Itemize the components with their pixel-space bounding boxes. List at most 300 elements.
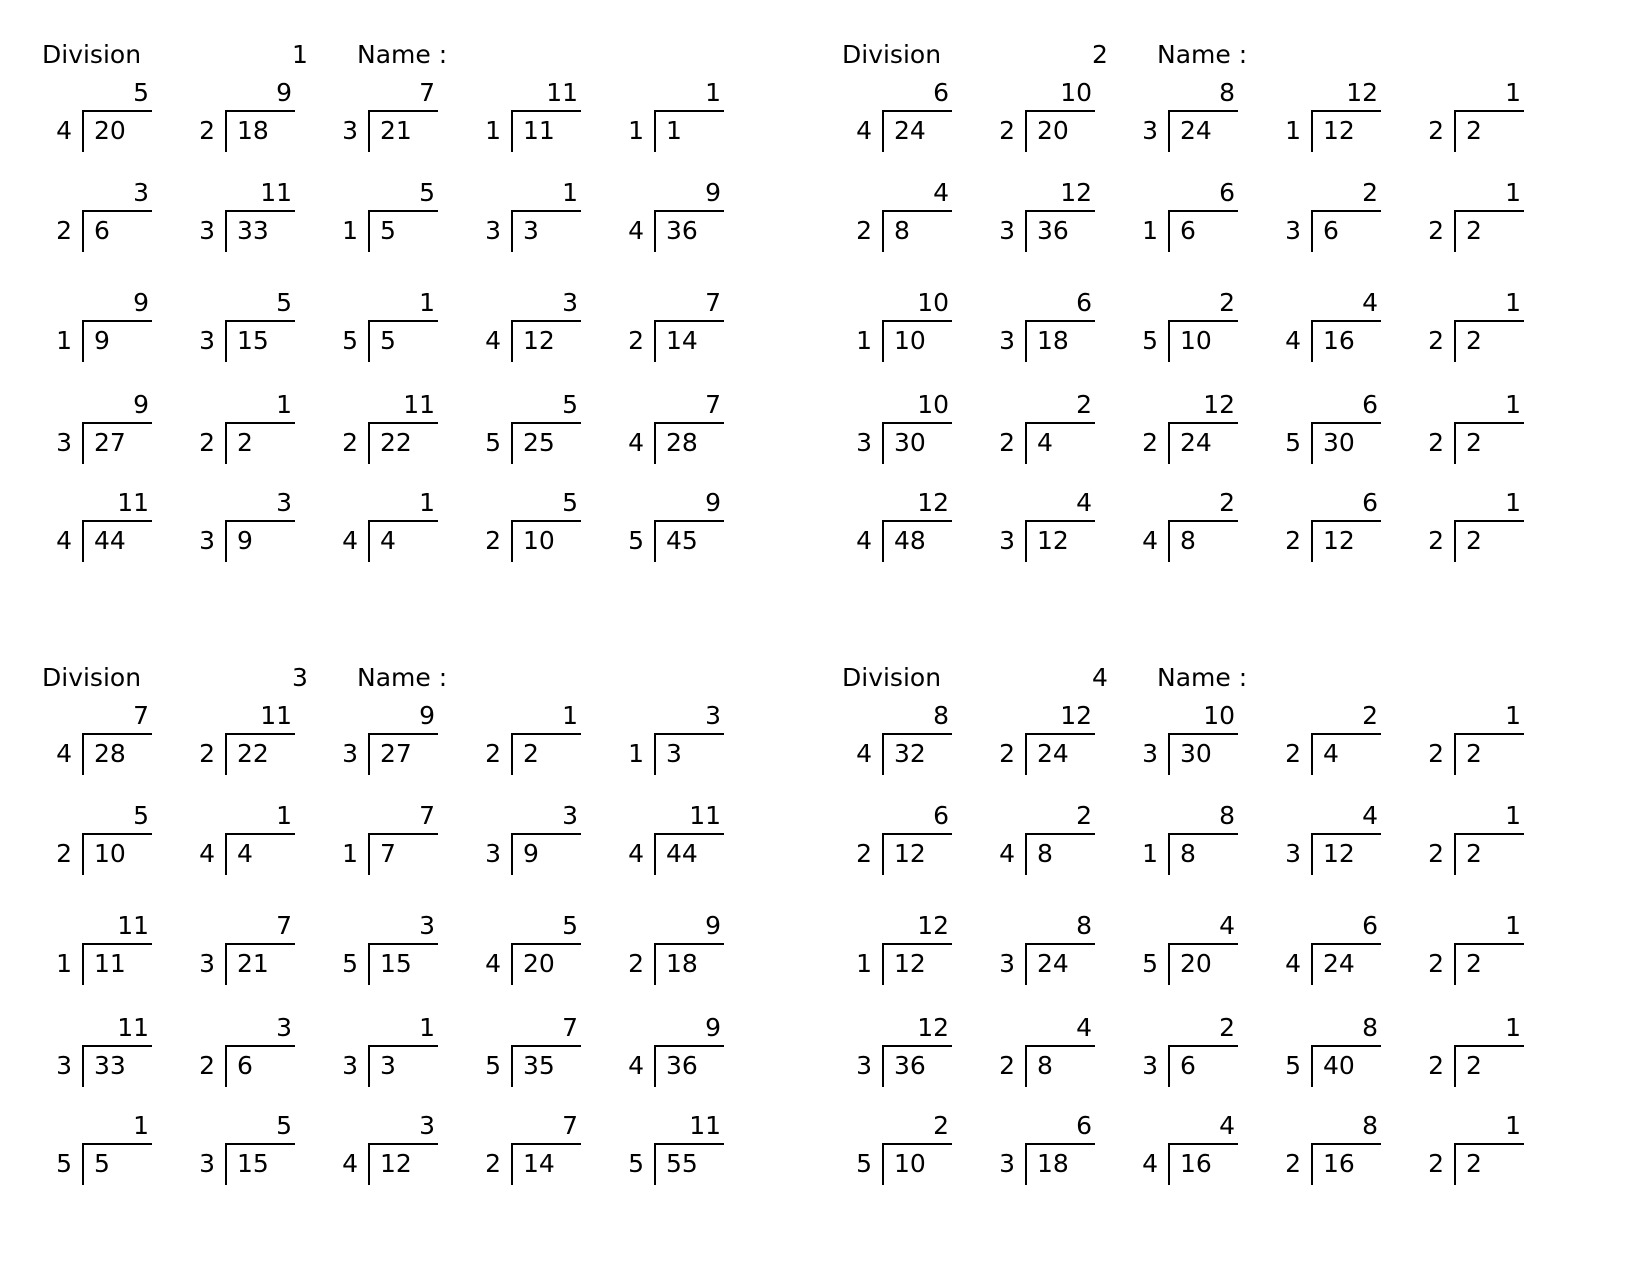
divisor: 5: [56, 1149, 72, 1178]
quotient: 6: [1076, 288, 1092, 317]
dividend: 24: [1180, 116, 1212, 145]
worksheet-section: [42, 40, 802, 600]
division-problem: [42, 801, 152, 885]
quotient: 10: [917, 288, 949, 317]
quotient: 12: [1203, 390, 1235, 419]
quotient: 12: [1346, 78, 1378, 107]
divisor: 3: [1142, 739, 1158, 768]
dividend: 7: [380, 839, 396, 868]
division-problem: [328, 1111, 438, 1195]
divisor: 4: [485, 949, 501, 978]
divisor: 2: [1428, 216, 1444, 245]
name-label: Name :: [1157, 40, 1248, 69]
quotient: 4: [1362, 288, 1378, 317]
quotient: 3: [276, 488, 292, 517]
name-label: Name :: [1157, 663, 1248, 692]
division-problem: [842, 801, 952, 885]
dividend: 27: [380, 739, 412, 768]
division-problem: [42, 178, 152, 262]
dividend: 22: [237, 739, 269, 768]
dividend: 2: [1466, 739, 1482, 768]
division-problem: [1271, 1111, 1381, 1195]
division-problem: [471, 78, 581, 162]
division-problem: [985, 701, 1095, 785]
dividend: 14: [523, 1149, 555, 1178]
division-bracket: [1454, 320, 1524, 362]
divisor: 4: [628, 216, 644, 245]
division-problem: [42, 488, 152, 572]
dividend: 16: [1323, 1149, 1355, 1178]
dividend: 22: [380, 428, 412, 457]
division-bracket: [368, 320, 438, 362]
division-problem: [985, 801, 1095, 885]
division-problem: [1271, 911, 1381, 995]
division-problem: [1271, 488, 1381, 572]
dividend: 36: [1037, 216, 1069, 245]
dividend: 33: [237, 216, 269, 245]
divisor: 3: [1142, 1051, 1158, 1080]
quotient: 2: [1219, 488, 1235, 517]
quotient: 2: [1362, 701, 1378, 730]
quotient: 1: [1505, 1013, 1521, 1042]
dividend: 30: [1323, 428, 1355, 457]
dividend: 35: [523, 1051, 555, 1080]
divisor: 2: [1285, 739, 1301, 768]
division-bracket: [1454, 110, 1524, 152]
dividend: 9: [94, 326, 110, 355]
dividend: 12: [380, 1149, 412, 1178]
divisor: 3: [342, 116, 358, 145]
quotient: 6: [1362, 390, 1378, 419]
dividend: 24: [1037, 739, 1069, 768]
dividend: 18: [237, 116, 269, 145]
quotient: 2: [1362, 178, 1378, 207]
quotient: 4: [1362, 801, 1378, 830]
division-bracket: [368, 1045, 438, 1087]
quotient: 6: [1076, 1111, 1092, 1140]
division-problem: [1414, 1013, 1524, 1097]
dividend: 11: [94, 949, 126, 978]
division-bracket: [225, 422, 295, 464]
quotient: 5: [133, 78, 149, 107]
division-problem: [614, 1013, 724, 1097]
dividend: 8: [1180, 839, 1196, 868]
divisor: 5: [628, 526, 644, 555]
dividend: 20: [1180, 949, 1212, 978]
divisor: 4: [856, 526, 872, 555]
division-problem: [614, 911, 724, 995]
quotient: 4: [1219, 911, 1235, 940]
divisor: 1: [856, 326, 872, 355]
divisor: 2: [56, 216, 72, 245]
quotient: 8: [1362, 1111, 1378, 1140]
dividend: 6: [237, 1051, 253, 1080]
division-bracket: [1454, 1143, 1524, 1185]
divisor: 2: [1285, 526, 1301, 555]
division-problem: [185, 911, 295, 995]
division-bracket: [1454, 210, 1524, 252]
divisor: 2: [1428, 116, 1444, 145]
division-problem: [985, 78, 1095, 162]
divisor: 5: [1285, 1051, 1301, 1080]
division-bracket: [368, 520, 438, 562]
quotient: 9: [419, 701, 435, 730]
quotient: 4: [1076, 1013, 1092, 1042]
division-problem: [842, 701, 952, 785]
dividend: 20: [94, 116, 126, 145]
division-bracket: [511, 833, 581, 875]
quotient: 6: [933, 801, 949, 830]
divisor: 3: [485, 216, 501, 245]
dividend: 10: [523, 526, 555, 555]
dividend: 2: [1466, 216, 1482, 245]
divisor: 3: [342, 739, 358, 768]
dividend: 2: [1466, 1149, 1482, 1178]
quotient: 12: [917, 911, 949, 940]
dividend: 18: [1037, 326, 1069, 355]
quotient: 4: [1076, 488, 1092, 517]
divisor: 2: [1428, 326, 1444, 355]
quotient: 11: [117, 488, 149, 517]
division-problem: [1128, 488, 1238, 572]
dividend: 5: [380, 216, 396, 245]
divisor: 3: [485, 839, 501, 868]
quotient: 3: [276, 1013, 292, 1042]
division-problem: [1128, 288, 1238, 372]
quotient: 1: [705, 78, 721, 107]
quotient: 11: [260, 701, 292, 730]
division-problem: [1414, 288, 1524, 372]
dividend: 15: [237, 1149, 269, 1178]
dividend: 15: [380, 949, 412, 978]
divisor: 2: [999, 428, 1015, 457]
quotient: 7: [133, 701, 149, 730]
quotient: 12: [1060, 178, 1092, 207]
name-label: Name :: [357, 663, 448, 692]
dividend: 2: [1466, 1051, 1482, 1080]
division-bracket: [1168, 1045, 1238, 1087]
dividend: 28: [666, 428, 698, 457]
division-problem: [614, 801, 724, 885]
divisor: 2: [856, 216, 872, 245]
quotient: 11: [403, 390, 435, 419]
divisor: 3: [999, 216, 1015, 245]
dividend: 4: [1323, 739, 1339, 768]
quotient: 1: [1505, 488, 1521, 517]
divisor: 4: [56, 739, 72, 768]
quotient: 1: [276, 801, 292, 830]
divisor: 3: [1285, 839, 1301, 868]
divisor: 2: [999, 739, 1015, 768]
divisor: 1: [485, 116, 501, 145]
problem-grid: [842, 663, 1602, 1223]
division-problem: [1271, 178, 1381, 262]
quotient: 3: [133, 178, 149, 207]
division-problem: [1414, 488, 1524, 572]
dividend: 3: [666, 739, 682, 768]
dividend: 24: [1323, 949, 1355, 978]
dividend: 8: [1037, 1051, 1053, 1080]
quotient: 12: [917, 1013, 949, 1042]
divisor: 4: [342, 526, 358, 555]
division-bracket: [82, 210, 152, 252]
division-problem: [1128, 390, 1238, 474]
division-problem: [328, 801, 438, 885]
quotient: 12: [1060, 701, 1092, 730]
quotient: 12: [917, 488, 949, 517]
division-problem: [1414, 1111, 1524, 1195]
quotient: 1: [276, 390, 292, 419]
section-number: 2: [1092, 40, 1108, 69]
quotient: 4: [1219, 1111, 1235, 1140]
division-problem: [185, 801, 295, 885]
division-problem: [42, 288, 152, 372]
quotient: 5: [562, 390, 578, 419]
quotient: 2: [1076, 801, 1092, 830]
divisor: 2: [999, 116, 1015, 145]
division-problem: [471, 1111, 581, 1195]
dividend: 33: [94, 1051, 126, 1080]
divisor: 2: [1428, 526, 1444, 555]
worksheet-section: [842, 40, 1602, 600]
divisor: 1: [628, 739, 644, 768]
divisor: 2: [485, 1149, 501, 1178]
quotient: 10: [1203, 701, 1235, 730]
division-problem: [185, 78, 295, 162]
division-problem: [985, 911, 1095, 995]
division-problem: [985, 1013, 1095, 1097]
division-problem: [1271, 78, 1381, 162]
divisor: 2: [628, 326, 644, 355]
quotient: 7: [705, 390, 721, 419]
quotient: 2: [1219, 1013, 1235, 1042]
dividend: 21: [380, 116, 412, 145]
division-problem: [185, 1013, 295, 1097]
division-problem: [1414, 701, 1524, 785]
division-problem: [185, 488, 295, 572]
division-bracket: [1454, 422, 1524, 464]
quotient: 11: [117, 911, 149, 940]
divisor: 4: [856, 739, 872, 768]
dividend: 2: [1466, 526, 1482, 555]
division-problem: [328, 488, 438, 572]
dividend: 8: [894, 216, 910, 245]
dividend: 15: [237, 326, 269, 355]
division-problem: [471, 488, 581, 572]
divisor: 3: [342, 1051, 358, 1080]
division-problem: [328, 390, 438, 474]
dividend: 9: [237, 526, 253, 555]
division-problem: [614, 701, 724, 785]
dividend: 30: [1180, 739, 1212, 768]
division-bracket: [1454, 833, 1524, 875]
dividend: 45: [666, 526, 698, 555]
quotient: 1: [1505, 701, 1521, 730]
dividend: 24: [1037, 949, 1069, 978]
division-bracket: [882, 210, 952, 252]
quotient: 3: [419, 1111, 435, 1140]
divisor: 2: [1428, 739, 1444, 768]
divisor: 1: [342, 216, 358, 245]
divisor: 4: [628, 428, 644, 457]
quotient: 8: [933, 701, 949, 730]
dividend: 40: [1323, 1051, 1355, 1080]
division-problem: [985, 1111, 1095, 1195]
dividend: 30: [894, 428, 926, 457]
dividend: 18: [666, 949, 698, 978]
dividend: 55: [666, 1149, 698, 1178]
division-bracket: [1311, 733, 1381, 775]
dividend: 16: [1323, 326, 1355, 355]
dividend: 2: [1466, 116, 1482, 145]
dividend: 44: [666, 839, 698, 868]
division-problem: [185, 1111, 295, 1195]
dividend: 18: [1037, 1149, 1069, 1178]
dividend: 24: [1180, 428, 1212, 457]
division-problem: [471, 288, 581, 372]
quotient: 5: [562, 911, 578, 940]
division-problem: [985, 488, 1095, 572]
divisor: 2: [342, 428, 358, 457]
division-problem: [42, 78, 152, 162]
quotient: 9: [133, 390, 149, 419]
divisor: 4: [342, 1149, 358, 1178]
division-bracket: [82, 320, 152, 362]
division-problem: [1271, 801, 1381, 885]
quotient: 9: [133, 288, 149, 317]
quotient: 5: [419, 178, 435, 207]
divisor: 5: [1142, 326, 1158, 355]
division-problem: [328, 911, 438, 995]
quotient: 1: [419, 1013, 435, 1042]
division-problem: [471, 911, 581, 995]
dividend: 25: [523, 428, 555, 457]
quotient: 7: [705, 288, 721, 317]
quotient: 1: [1505, 288, 1521, 317]
division-problem: [1271, 701, 1381, 785]
division-problem: [1271, 390, 1381, 474]
division-problem: [842, 911, 952, 995]
quotient: 3: [562, 288, 578, 317]
quotient: 2: [1219, 288, 1235, 317]
quotient: 8: [1362, 1013, 1378, 1042]
divisor: 3: [199, 949, 215, 978]
divisor: 5: [1285, 428, 1301, 457]
quotient: 7: [276, 911, 292, 940]
problem-grid: [842, 40, 1602, 600]
worksheet-section: [842, 663, 1602, 1223]
quotient: 2: [1076, 390, 1092, 419]
division-problem: [842, 1013, 952, 1097]
dividend: 6: [1180, 1051, 1196, 1080]
dividend: 28: [94, 739, 126, 768]
quotient: 7: [562, 1111, 578, 1140]
dividend: 8: [1037, 839, 1053, 868]
quotient: 1: [1505, 1111, 1521, 1140]
divisor: 3: [999, 526, 1015, 555]
problem-grid: [42, 40, 802, 600]
quotient: 1: [562, 178, 578, 207]
dividend: 36: [666, 1051, 698, 1080]
divisor: 5: [628, 1149, 644, 1178]
division-bracket: [82, 1143, 152, 1185]
divisor: 2: [1428, 949, 1444, 978]
division-bracket: [368, 833, 438, 875]
division-problem: [842, 288, 952, 372]
quotient: 4: [933, 178, 949, 207]
quotient: 5: [276, 1111, 292, 1140]
divisor: 5: [342, 949, 358, 978]
division-problem: [1128, 78, 1238, 162]
divisor: 3: [1142, 116, 1158, 145]
division-problem: [328, 78, 438, 162]
divisor: 2: [628, 949, 644, 978]
division-problem: [185, 288, 295, 372]
dividend: 6: [1323, 216, 1339, 245]
dividend: 21: [237, 949, 269, 978]
section-title: Division: [842, 663, 942, 692]
quotient: 1: [419, 288, 435, 317]
dividend: 4: [1037, 428, 1053, 457]
quotient: 1: [1505, 178, 1521, 207]
division-problem: [985, 390, 1095, 474]
quotient: 8: [1076, 911, 1092, 940]
divisor: 3: [199, 526, 215, 555]
division-bracket: [1311, 210, 1381, 252]
division-problem: [1128, 1013, 1238, 1097]
divisor: 1: [342, 839, 358, 868]
division-problem: [614, 78, 724, 162]
divisor: 4: [1142, 1149, 1158, 1178]
dividend: 2: [1466, 326, 1482, 355]
divisor: 4: [1142, 526, 1158, 555]
divisor: 3: [199, 1149, 215, 1178]
quotient: 2: [933, 1111, 949, 1140]
division-problem: [1414, 78, 1524, 162]
division-bracket: [1454, 1045, 1524, 1087]
division-problem: [328, 701, 438, 785]
divisor: 2: [56, 839, 72, 868]
quotient: 6: [1362, 911, 1378, 940]
divisor: 4: [56, 116, 72, 145]
divisor: 2: [485, 739, 501, 768]
section-title: Division: [42, 40, 142, 69]
dividend: 4: [380, 526, 396, 555]
division-bracket: [511, 210, 581, 252]
division-problem: [1128, 1111, 1238, 1195]
dividend: 12: [1037, 526, 1069, 555]
divisor: 5: [856, 1149, 872, 1178]
dividend: 36: [894, 1051, 926, 1080]
divisor: 2: [1428, 1051, 1444, 1080]
division-problem: [185, 701, 295, 785]
division-bracket: [1168, 210, 1238, 252]
dividend: 2: [237, 428, 253, 457]
quotient: 8: [1219, 78, 1235, 107]
dividend: 12: [1323, 839, 1355, 868]
divisor: 3: [1285, 216, 1301, 245]
divisor: 4: [628, 839, 644, 868]
dividend: 6: [1180, 216, 1196, 245]
dividend: 20: [1037, 116, 1069, 145]
division-bracket: [511, 733, 581, 775]
divisor: 2: [1428, 428, 1444, 457]
section-number: 3: [292, 663, 308, 692]
dividend: 6: [94, 216, 110, 245]
dividend: 12: [894, 949, 926, 978]
division-problem: [471, 1013, 581, 1097]
section-title: Division: [42, 663, 142, 692]
